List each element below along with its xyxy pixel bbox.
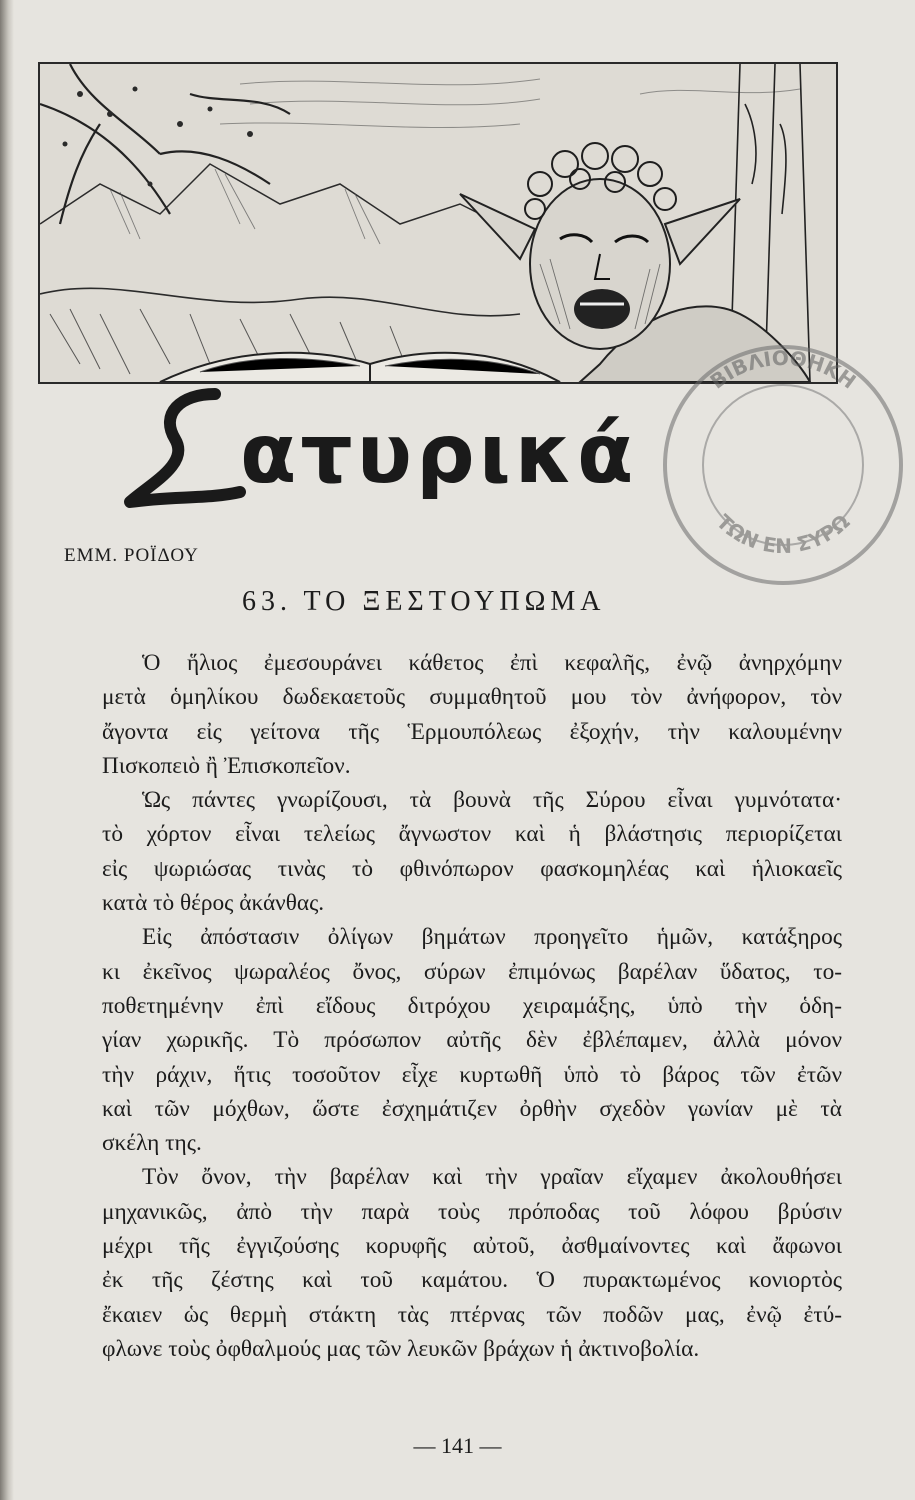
author-name: ΕΜΜ. ΡΟΪΔΟΥ: [64, 545, 199, 566]
paragraph: [62, 783, 842, 920]
text-line: μετὰ ὁμηλίκου δωδεκαετοῦς συμμαθητοῦ μου τὸν ἀνήφορον, τὸν: [102, 684, 842, 711]
text-line: Ὁ ἥλιος ἐμεσουράνει κάθετος ἐπὶ κεφαλῆς, ἐνῷ ἀνηρχόμην: [142, 650, 842, 676]
text-line: κι ἐκεῖνος ψωραλέος ὄνος, σύρων ἐπιμόνως βαρέλαν ὕδατος, το-: [102, 958, 842, 985]
text-line: Τὸν ὄνον, τὴν βαρέλαν καὶ τὴν γραῖαν εἴχαμεν ἀκολουθήσει: [142, 1164, 842, 1191]
paragraph: [62, 920, 842, 1160]
page-number: — 141 —: [413, 1433, 502, 1458]
section-title-logo: [120, 374, 740, 514]
text-line: γίαν χωρικῆς. Τὸ πρόσωπον αὐτῆς δὲν ἐβλέπαμεν, ἀλλὰ μόνον: [102, 1027, 842, 1054]
text-line: καὶ τῶν μόχθων, ὥστε ἐσχημάτιζεν ὀρθὴν σχεδὸν γωνίαν μὲ τὰ: [102, 1095, 842, 1122]
svg-text:ΒΙΒΛΙΟΘΗΚΗ: [705, 346, 860, 394]
text-line: ἄγοντα εἰς γείτονα τῆς Ἑρμουπόλεως ἐξοχήν, τὴν καλουμένην: [102, 718, 842, 745]
text-line: ἐκ τῆς ζέστης καὶ τοῦ καμάτου. Ὁ πυρακτωμένος κονιορτὸς: [102, 1267, 842, 1294]
text-line: μηχανικῶς, ἀπὸ τὴν παρὰ τοὺς πρόποδας τοῦ λόφου βρύσιν: [102, 1198, 842, 1225]
text-line: φλωνε τοὺς ὀφθαλμούς μας τῶν λευκῶν βράχων ἡ ἀκτινοβολία.: [102, 1335, 700, 1362]
paragraph: [62, 1160, 842, 1366]
text-line: Πισκοπειὸ ἢ Ἐπισκοπεῖον.: [102, 752, 351, 779]
text-line: ἔκαιεν ὡς θερμὴ στάκτη τὰς πτέρνας τῶν ποδῶν μας, ἐνῷ ἐτύ-: [102, 1301, 842, 1328]
text-line: σκέλη της.: [102, 1130, 202, 1157]
section-title-text: ατυρικά: [240, 407, 638, 502]
book-spine-shadow: [0, 0, 14, 1500]
text-line: Εἰς ἀπόστασιν ὀλίγων βημάτων προηγεῖτο ἡμῶν, κατάξηρος: [142, 924, 842, 951]
paragraph: [62, 646, 842, 783]
stamp-top-text: ΒΙΒΛΙΟΘΗΚΗ: [705, 345, 861, 394]
text-line: μέχρι τῆς ἐγγιζούσης κορυφῆς αὐτοῦ, ἀσθμαίνοντες καὶ ἄφωνοι: [102, 1233, 842, 1260]
library-stamp: [648, 330, 915, 600]
text-line: τὸ χόρτον εἶναι τελείως ἄγνωστον καὶ ἡ βλάστησις περιορίζεται: [102, 821, 842, 848]
body-text: [62, 646, 842, 1366]
text-line: κατὰ τὸ θέρος ἀκάνθας.: [102, 890, 325, 917]
text-line: τὴν ράχιν, ἥτις τοσοῦτον εἶχε κυρτωθῆ ὑπὸ τὸ βάρος τῶν ἐτῶν: [102, 1061, 842, 1088]
svg-text:ΤΩΝ ΕΝ ΣΥΡΩ: [712, 510, 854, 558]
stamp-bottom-text: ΤΩΝ ΕΝ ΣΥΡΩ: [711, 509, 855, 558]
text-line: ποθετημένην ἐπὶ εἴδους διτρόχου χειραμάξης, ὑπὸ τὴν ὁδη-: [102, 992, 842, 1019]
chapter-title: 63. ΤΟ ΞΕΣΤΟΥΠΩΜΑ: [242, 586, 606, 617]
text-line: εἰς ψωριώσας τινὰς τὸ φθινόπωρον φασκομηλέας καὶ ἡλιοκαεῖς: [102, 855, 842, 882]
text-line: Ὡς πάντες γνωρίζουσι, τὰ βουνὰ τῆς Σύρου εἶναι γυμνότατα·: [142, 787, 842, 814]
